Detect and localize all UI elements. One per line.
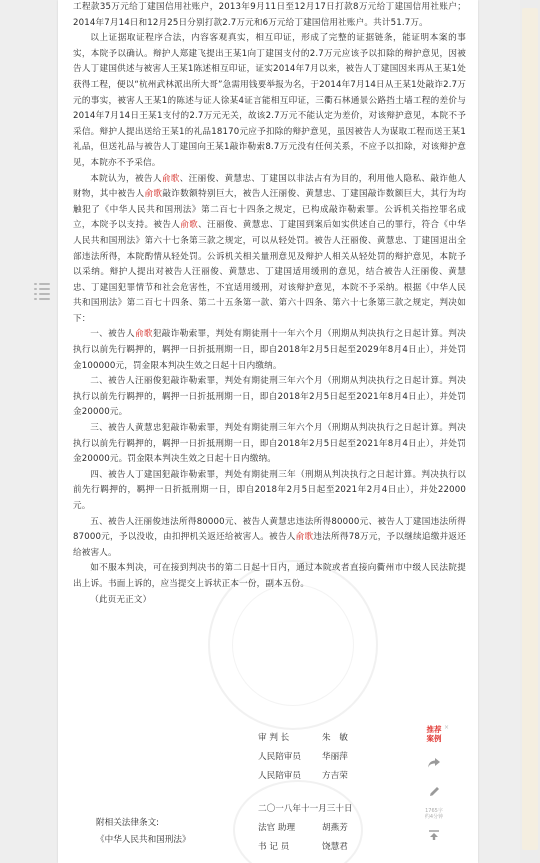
judgment-paragraph <box>73 0 466 31</box>
judgment-paragraph <box>73 421 466 468</box>
highlighted-defendant-name: 俞歌 <box>161 173 180 184</box>
paragraph-text: 、汪丽俊、黄慧忠、丁建国到案后如实供述自己的罪行，符合《中华人民共和国刑法》第六十七条第三款之规定，可以从轻处罚。被告人汪丽俊、黄慧忠、丁建国退出全部违法所得，本院酌情从轻处罚。公诉机关相关量刑意见及辩护人相关从轻处罚的辩护意见，本院予以采纳。辩护人提出对被告人汪丽俊、黄慧忠、丁建国适用缓刑的意见，结合被告人汪丽俊、黄慧忠、丁建国犯罪情节和社会危害性，不宜适用缓刑，对该辩护意见，本院不予采纳。根据《中华人民共和国刑法》第二百七十四条、第二十五条第一款、第六十四条、第六十七条第三款之规定，判决如下： <box>73 220 466 324</box>
signature-name: 方吉荣 <box>322 771 348 781</box>
paragraph-text: 犯敲诈勒索罪，判处有期徒刑十一年六个月（刑期从判决执行之日起计算。判决执行以前先行羁押的，羁押一日折抵刑期一日，即自2018年2月5日起至2029年8月4日止），并处罚金100000元，罚金限本判决生效之日起十日内缴纳。 <box>73 329 466 371</box>
share-icon[interactable] <box>423 752 445 774</box>
signature-name: 胡燕芳 <box>322 823 348 833</box>
paragraph-text: 三、被告人黄慧忠犯敲诈勒索罪，判处有期徒刑三年六个月（刑期从判决执行之日起计算。判决执行以前先行羁押的，羁押一日折抵刑期一日，即自2018年2月5日起至2021年8月4日止），并处罚金20000元。罚金限本判决生效之日起十日内缴纳。 <box>73 423 466 465</box>
appendix-title: 附相关法律条文: <box>96 818 160 828</box>
judgment-body-text <box>73 0 466 608</box>
signature-role: 书 记 员 <box>258 842 290 852</box>
right-scroll-rail[interactable] <box>520 0 540 863</box>
paragraph-text: 、汪丽俊、黄慧忠、丁建国以非法占有为目的，利用他人隐私、敲诈他人财物，其中被告人 <box>73 173 466 200</box>
highlighted-defendant-name: 俞歌 <box>295 532 314 543</box>
signature-name: 朱 敏 <box>322 733 348 743</box>
judgment-paragraph <box>73 31 466 171</box>
paragraph-text: 一、被告人 <box>90 329 135 340</box>
appendix <box>96 815 191 849</box>
judgment-document-page <box>58 0 478 863</box>
judgment-paragraph <box>73 327 466 374</box>
signature-name: 华丽萍 <box>322 752 348 762</box>
scrollbar-track[interactable] <box>522 8 538 850</box>
paragraph-text: 工程款35万元给丁建国信用社账户，2013年9月11日至12月17日打款8万元给丁建国信用社账户；2014年7月14日和12月25日分别打款2.7万元和6万元给丁建国信用社账户。共计51.7万。 <box>73 2 466 28</box>
reading-stats: 1765字 约4分钟 <box>424 808 444 820</box>
paragraph-text: 五、被告人汪丽俊违法所得80000元、被告人黄慧忠违法所得80000元、被告人丁建国违法所得87000元，予以没收，由扣押机关返还给被害人。被告人 <box>73 516 466 543</box>
judgment-date: 二〇一八年十一月三十日 <box>258 804 353 814</box>
paragraph-text: 敲诈数额特别巨大，被告人汪丽俊、黄慧忠、丁建国敲诈数额巨大，其行为均触犯了《中华人民共和国刑法》第二百七十四条之规定，已构成敲诈勒索罪。公诉机关指控罪名成立，本院予以支持。被告人 <box>73 189 466 231</box>
paragraph-text: （此页无正文） <box>90 594 152 605</box>
judgment-paragraph <box>73 468 466 515</box>
floating-tool-panel <box>419 722 449 863</box>
toc-list-icon[interactable] <box>34 282 50 300</box>
highlighted-defendant-name: 俞歌 <box>180 220 199 231</box>
back-to-top-icon[interactable] <box>423 826 445 844</box>
signature-role: 人民陪审员 <box>258 771 301 781</box>
paragraph-text: 违法所得78万元，予以继续追缴并返还给被害人。 <box>73 532 467 558</box>
paragraph-text: 如不服本判决，可在接到判决书的第二日起十日内，通过本院或者直接向衢州市中级人民法院提出上诉。书面上诉的，应当提交上诉状正本一份，副本五份。 <box>73 563 466 589</box>
signature-name: 饶慧君 <box>322 842 348 852</box>
judgment-paragraph <box>73 172 466 328</box>
signature-role: 审 判 长 <box>258 733 290 743</box>
signature-role: 人民陪审员 <box>258 752 301 762</box>
paragraph-text: 以上证据取证程序合法，内容客观真实，相互印证，形成了完整的证据链条，能证明本案的事实，本院予以确认。辩护人郑建飞提出王某1向丁建国支付的2.7万元应该予以扣除的辩护意见，因被告人丁建国供述与被害人王某1陈述相互印证，证实2014年7月以来，被告人丁建国因来再从王某1处获得工程，便以“杭州武林派出所大哥”急需用钱要举报为名，于2014年7月14日从王某1处敲诈2.7万元的事实，被害人王某1的陈述与证人徐某4证言能相互印证，三衢石林通景公路挡土墙工程的差价与2014年7月14日王某1支付的2.7万元无关，故该2.7万元不能认定为差价，对该辩护意见，本院不予采信。辩护人提出送给王某1的礼品18170元应予扣除的辩护意见，虽因被告人为谋取工程而送王某1礼品，但送礼品与被告人丁建国向王某1敲诈勒索8.7万元没有任何关系，不应予以扣除，对该辩护意见，本院亦不予采信。 <box>73 33 466 168</box>
paragraph-text: 本院认为，被告人 <box>90 173 162 184</box>
recommend-label-2: 案例 <box>426 733 442 743</box>
highlighted-defendant-name: 俞歌 <box>144 189 163 200</box>
signature-role: 法官 助理 <box>258 823 296 833</box>
judgment-paragraph <box>73 561 466 592</box>
appendix-item: 《中华人民共和国刑法》 <box>96 835 191 845</box>
edit-pen-icon[interactable] <box>423 780 445 802</box>
judgment-paragraph <box>73 515 466 562</box>
judgment-paragraph <box>73 374 466 421</box>
close-icon[interactable]: × <box>443 724 449 731</box>
highlighted-defendant-name: 俞歌 <box>134 329 153 340</box>
recommend-label-1: 推荐 <box>426 725 442 734</box>
judgment-paragraph <box>73 593 466 609</box>
paragraph-text: 二、被告人汪丽俊犯敲诈勒索罪，判处有期徒刑三年六个月（刑期从判决执行之日起计算。判决执行以前先行羁押的，羁押一日折抵刑期一日，即自2018年2月5日起至2021年8月4日止），并处罚金20000元。 <box>73 376 466 418</box>
paragraph-text: 四、被告人丁建国犯敲诈勒索罪，判处有期徒刑三年（刑期从判决执行之日起计算。判决执行以前先行羁押的，羁押一日折抵刑期一日，即自2018年2月5日起至2021年2月4日止），并处22000元。 <box>73 469 466 511</box>
recommend-cases-button[interactable] <box>419 722 449 746</box>
